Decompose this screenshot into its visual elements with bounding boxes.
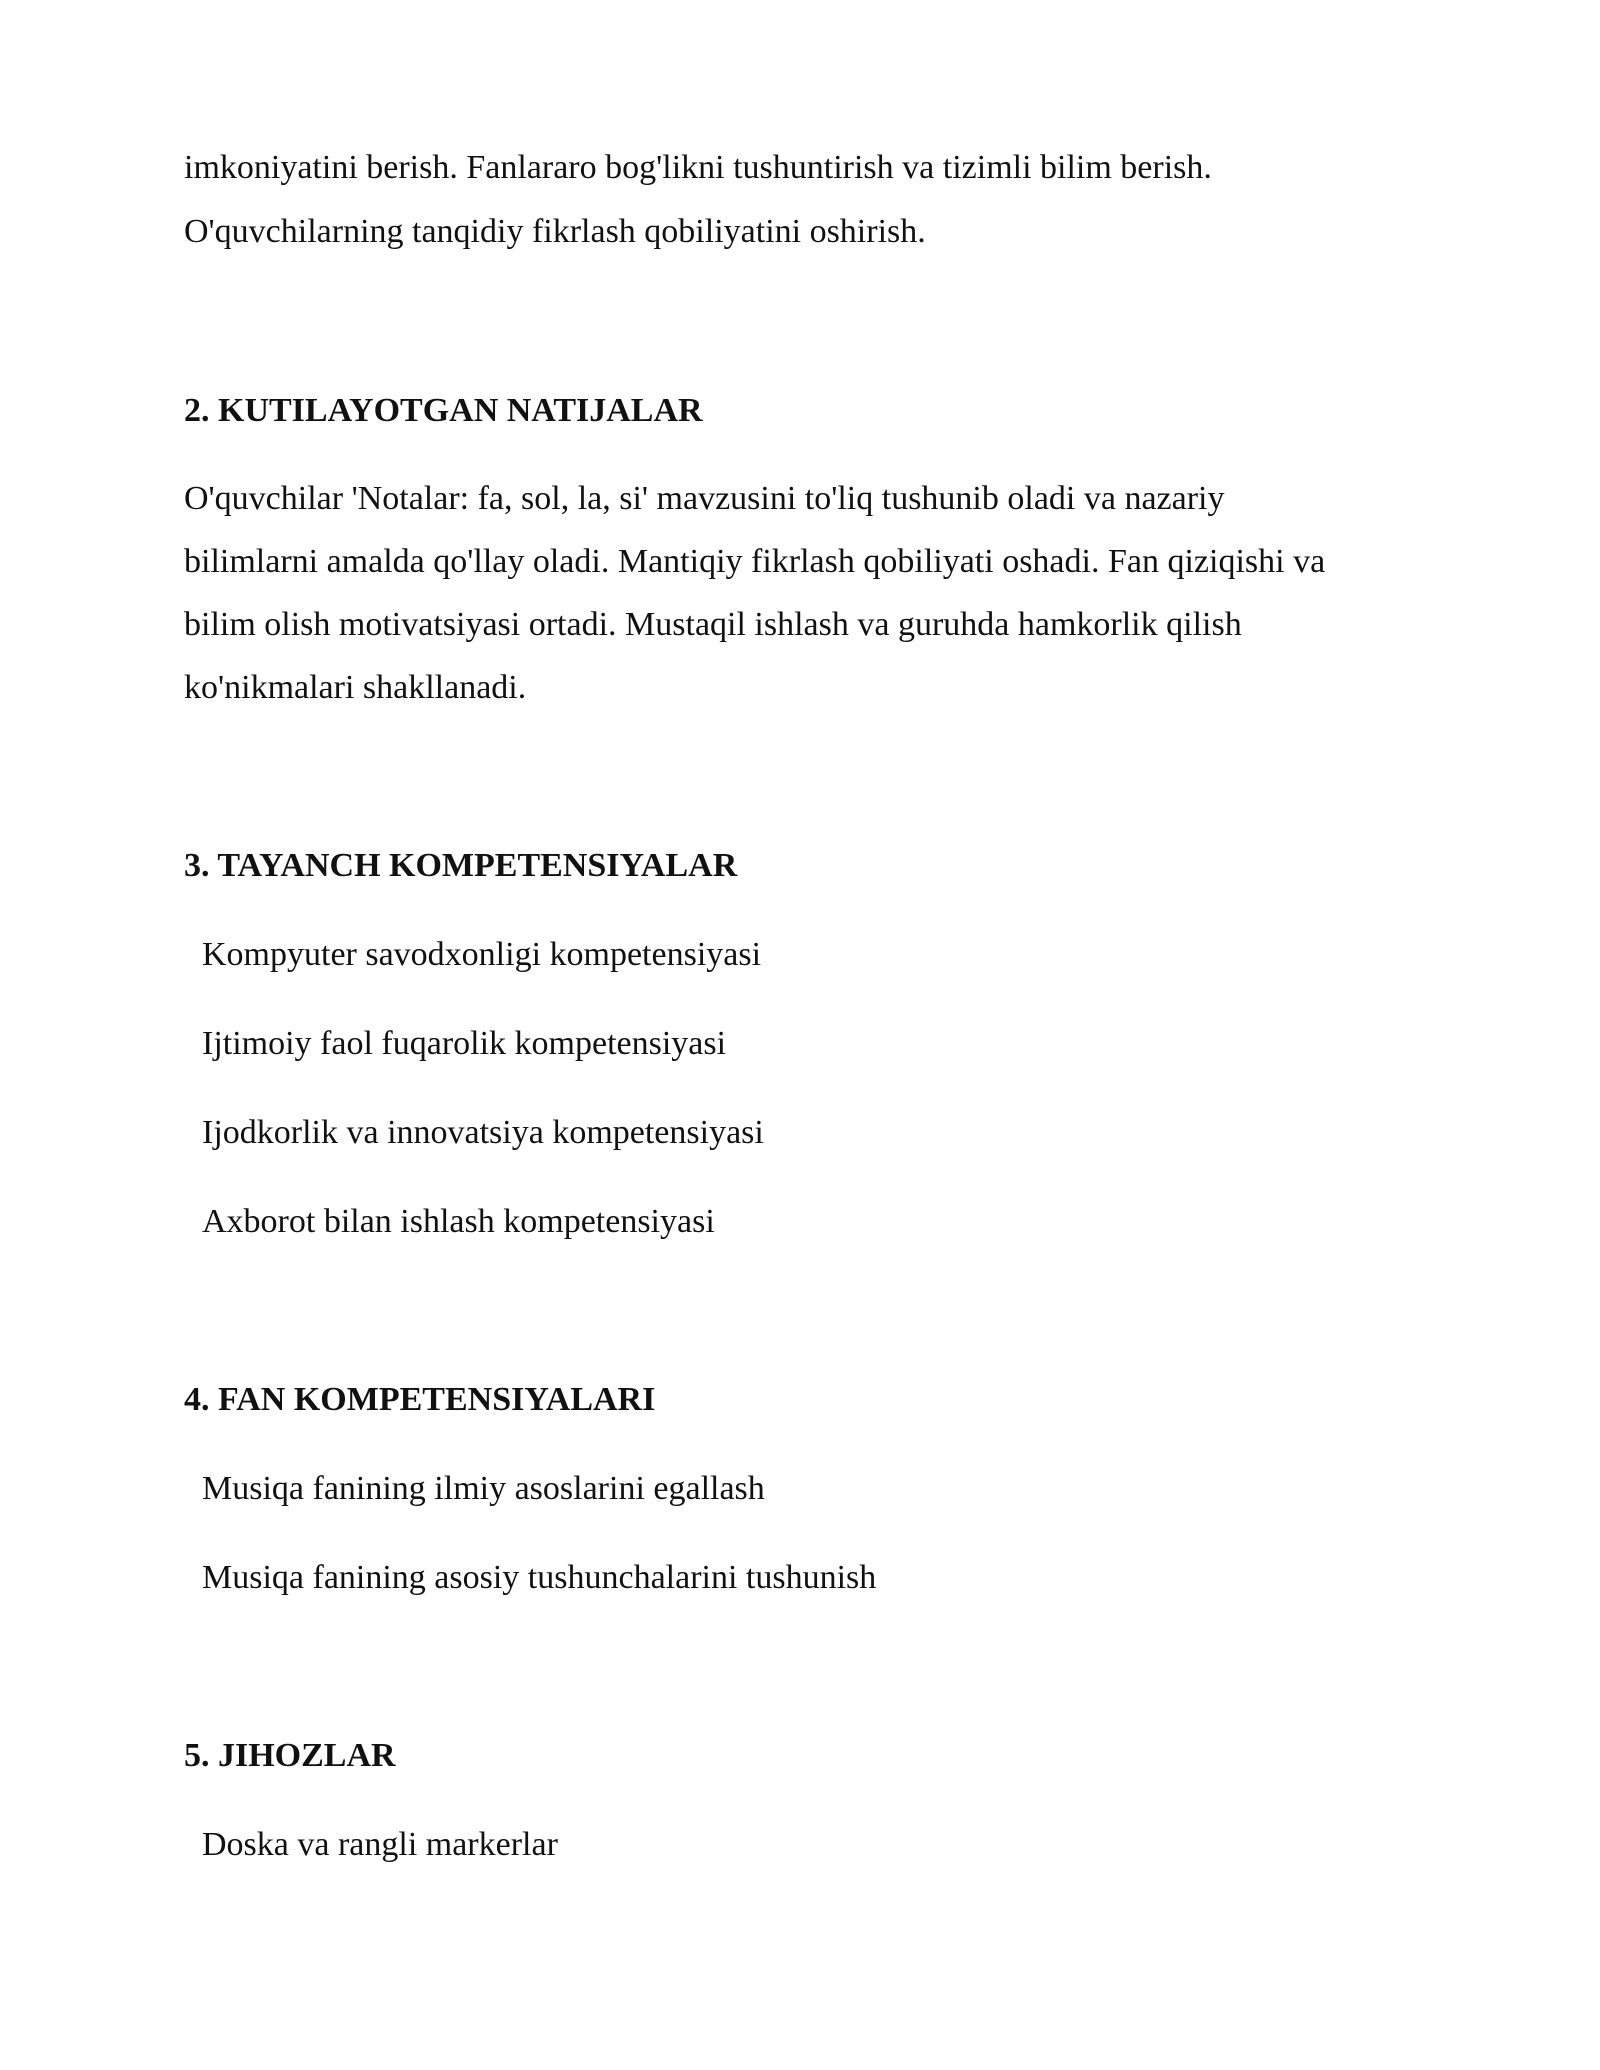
- paragraph-line: ko'nikmalari shakllanadi.: [184, 669, 527, 706]
- section-heading-natijalar: 2. KUTILAYOTGAN NATIJALAR: [184, 392, 703, 429]
- list-item: Musiqa fanining asosiy tushunchalarini tushunish: [202, 1559, 877, 1596]
- section-heading-fan: 4. FAN KOMPETENSIYALARI: [184, 1381, 656, 1418]
- list-item: Ijodkorlik va innovatsiya kompetensiyasi: [202, 1114, 764, 1151]
- list-item: Doska va rangli markerlar: [202, 1826, 558, 1863]
- list-item: Ijtimoiy faol fuqarolik kompetensiyasi: [202, 1025, 727, 1062]
- list-item: Musiqa fanining ilmiy asoslarini egallash: [202, 1470, 765, 1507]
- paragraph-line: bilim olish motivatsiyasi ortadi. Mustaqil ishlash va guruhda hamkorlik qilish: [184, 606, 1242, 643]
- list-item: Kompyuter savodxonligi kompetensiyasi: [202, 936, 762, 973]
- paragraph-line: O'quvchilar 'Notalar: fa, sol, la, si' mavzusini to'liq tushunib oladi va nazariy: [184, 480, 1225, 517]
- section-heading-tayanch: 3. TAYANCH KOMPETENSIYALAR: [184, 847, 738, 884]
- paragraph-line: bilimlarni amalda qo'llay oladi. Mantiqiy fikrlash qobiliyati oshadi. Fan qiziqishi va: [184, 543, 1326, 580]
- intro-line: imkoniyatini berish. Fanlararo bog'likni tushuntirish va tizimli bilim berish.: [184, 149, 1212, 186]
- intro-line: O'quvchilarning tanqidiy fikrlash qobiliyatini oshirish.: [184, 213, 926, 250]
- list-item: Axborot bilan ishlash kompetensiyasi: [202, 1203, 715, 1240]
- section-heading-jihozlar: 5. JIHOZLAR: [184, 1737, 396, 1774]
